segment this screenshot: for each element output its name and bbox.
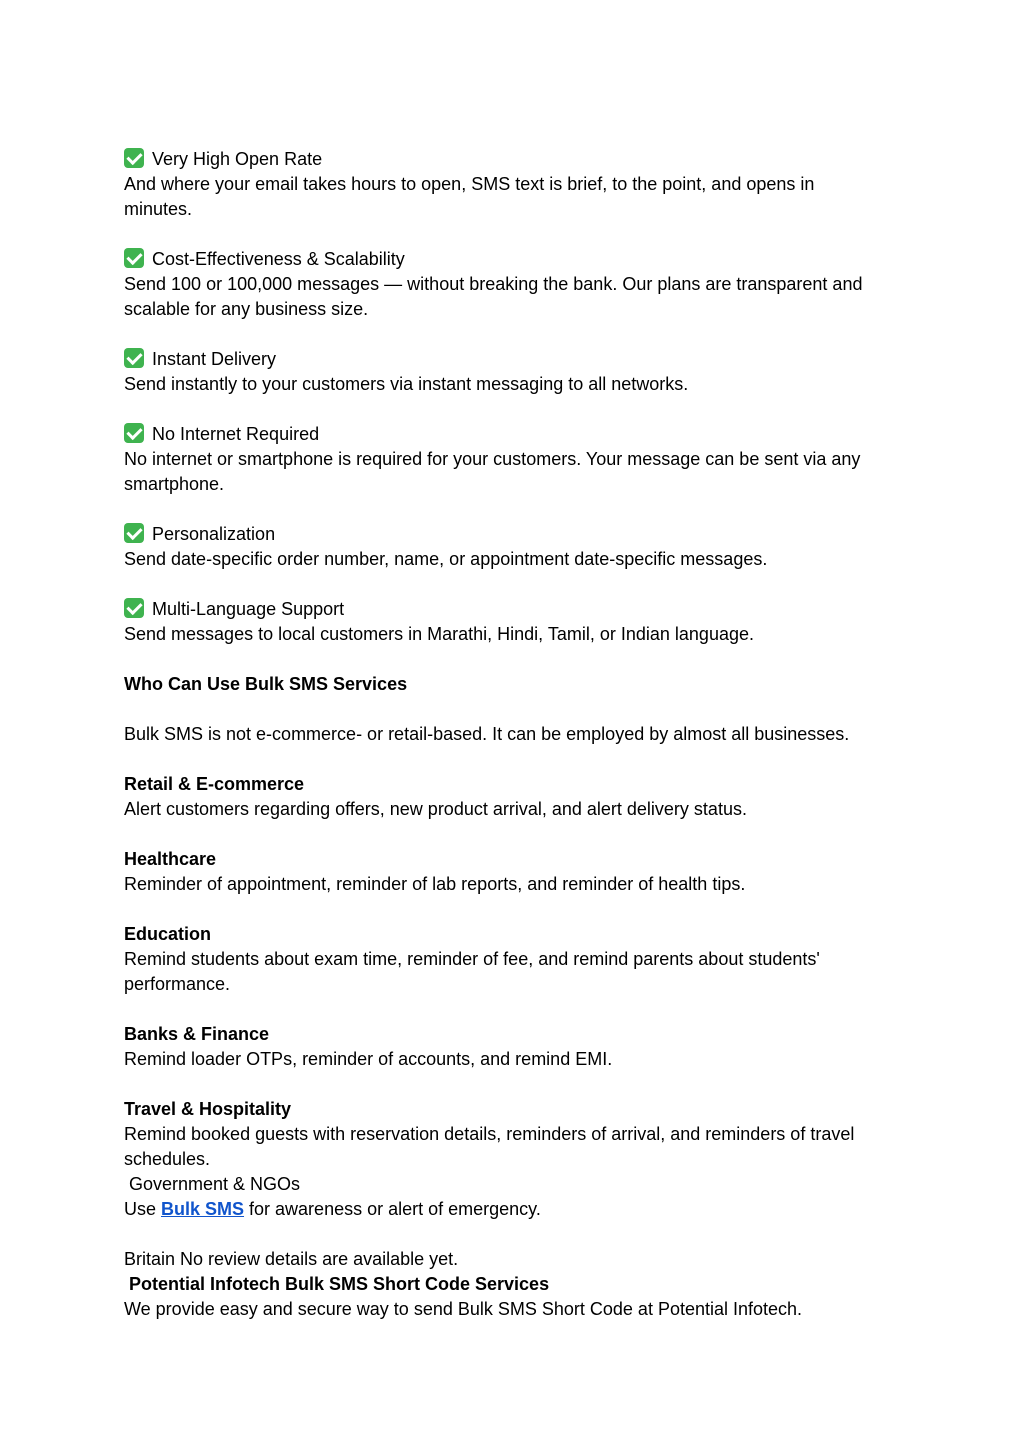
benefit-title-text: Very High Open Rate [152,149,323,169]
government-title: Government & NGOs [124,1174,301,1194]
benefit-title [124,147,914,172]
benefit-title-text: Cost-Effectiveness & Scalability [152,249,405,269]
review-note: Britain No review details are available yet. [124,1249,459,1269]
industry-title: Travel & Hospitality [124,1099,292,1119]
benefit-description: Send date-specific order number, name, or appointment date-specific messages. [124,549,768,569]
industry-title: Banks & Finance [124,1024,270,1044]
check-mark-icon [124,148,144,168]
check-mark-icon [124,423,144,443]
industry-title: Education [124,924,212,944]
industry-title-government [124,1172,914,1197]
check-mark-icon [124,523,144,543]
benefit-description: No internet or smartphone is required for your customers. Your message can be sent via any [124,449,861,469]
industry-description: Alert customers regarding offers, new product arrival, and alert delivery status. [124,799,747,819]
services-description: We provide easy and secure way to send Bulk SMS Short Code at Potential Infotech. [124,1299,803,1319]
government-suffix: for awareness or alert of emergency. [244,1199,541,1219]
government-description [124,1197,914,1222]
benefit-title [124,522,914,547]
services-heading [124,1272,914,1297]
benefit-title-text: No Internet Required [152,424,320,444]
industry-description: Remind booked guests with reservation details, reminders of arrival, and reminders of travel [124,1124,855,1144]
document-page [124,147,914,1322]
industry-description: Remind students about exam time, reminder of fee, and remind parents about students' [124,949,820,969]
government-prefix: Use [124,1199,162,1219]
industry-description: Reminder of appointment, reminder of lab reports, and reminder of health tips. [124,874,746,894]
industry-title: Retail & E-commerce [124,774,305,794]
benefit-title-text: Multi-Language Support [152,599,345,619]
benefit-description: smartphone. [124,474,225,494]
benefit-description: Send messages to local customers in Marathi, Hindi, Tamil, or Indian language. [124,624,754,644]
benefit-title [124,247,914,272]
benefit-description: minutes. [124,199,193,219]
benefit-description: And where your email takes hours to open, SMS text is brief, to the point, and opens in [124,174,815,194]
benefit-title-text: Personalization [152,524,276,544]
benefit-title [124,347,914,372]
bulk-sms-link[interactable]: Bulk SMS [161,1199,245,1219]
industry-description: Remind loader OTPs, reminder of accounts, and remind EMI. [124,1049,613,1069]
check-mark-icon [124,598,144,618]
benefit-title [124,422,914,447]
benefit-description: Send instantly to your customers via instant messaging to all networks. [124,374,689,394]
industry-description: performance. [124,974,231,994]
industry-title: Healthcare [124,849,217,869]
section-heading: Who Can Use Bulk SMS Services [124,674,408,694]
benefit-title [124,597,914,622]
check-mark-icon [124,248,144,268]
services-title: Potential Infotech Bulk SMS Short Code Services [124,1274,550,1294]
section-intro: Bulk SMS is not e-commerce- or retail-based. It can be employed by almost all businesses. [124,724,850,744]
benefit-title-text: Instant Delivery [152,349,277,369]
industry-description: schedules. [124,1149,211,1169]
benefit-description: scalable for any business size. [124,299,369,319]
check-mark-icon [124,348,144,368]
benefit-description: Send 100 or 100,000 messages — without breaking the bank. Our plans are transparent and [124,274,863,294]
